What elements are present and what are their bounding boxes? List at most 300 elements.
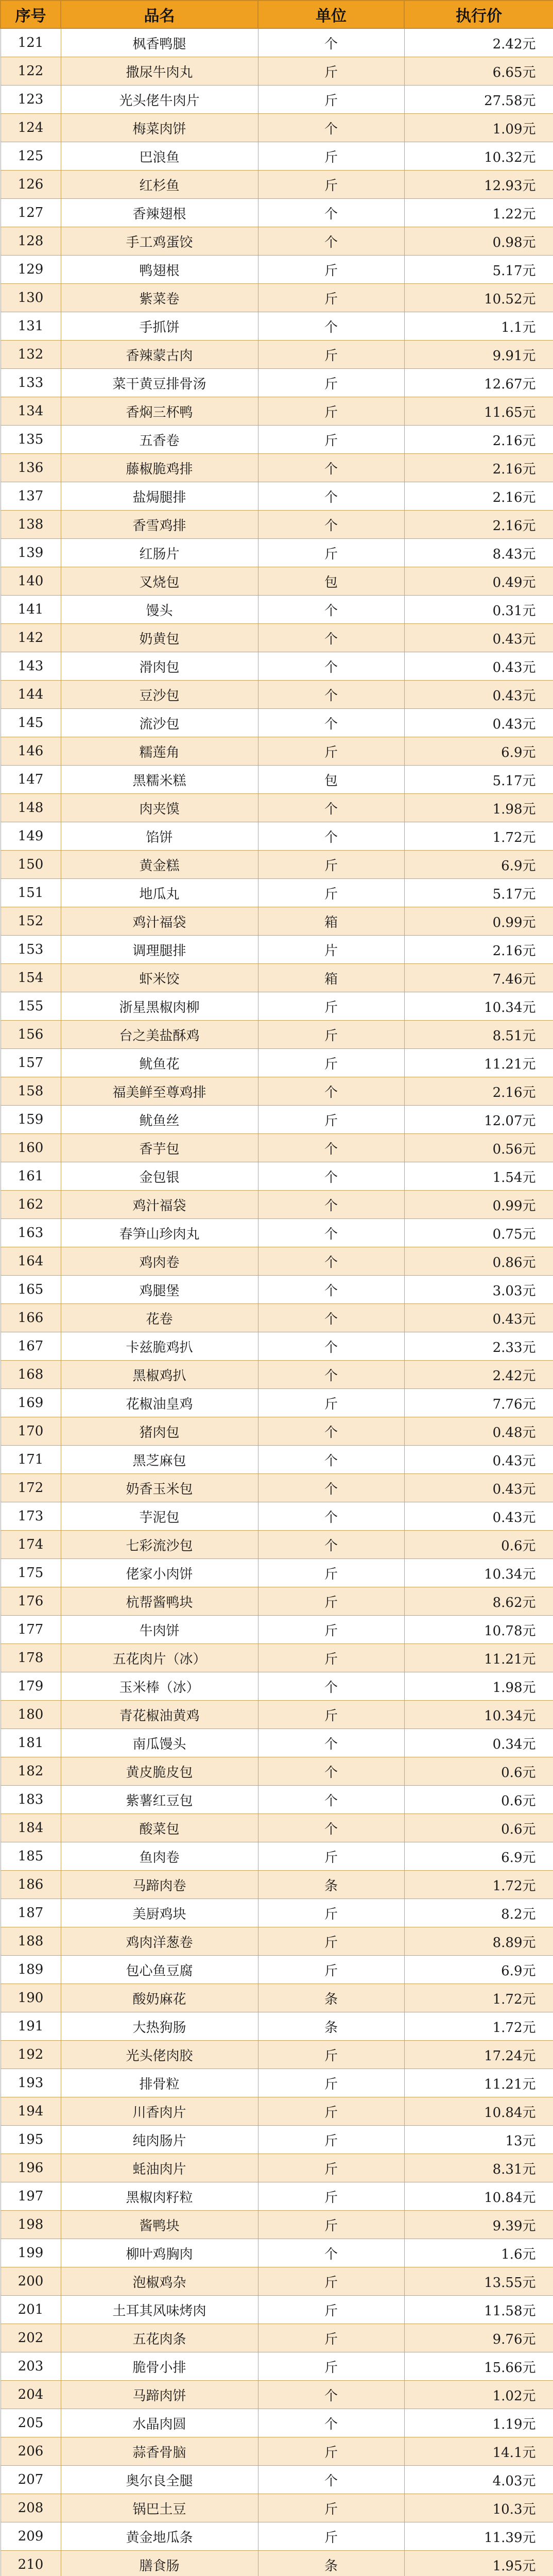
unit-cell: 斤 <box>258 1701 404 1729</box>
serial-number-cell: 152 <box>1 907 61 936</box>
price-cell: 0.43元 <box>404 1474 553 1502</box>
price-cell: 1.19元 <box>404 2409 553 2437</box>
serial-number-cell: 204 <box>1 2381 61 2409</box>
unit-cell: 斤 <box>258 1559 404 1587</box>
unit-cell: 斤 <box>258 2069 404 2097</box>
price-cell: 0.48元 <box>404 1417 553 1446</box>
unit-cell: 个 <box>258 652 404 681</box>
serial-number-cell: 136 <box>1 454 61 482</box>
product-name-cell: 鱿鱼丝 <box>61 1106 258 1134</box>
price-cell: 1.09元 <box>404 114 553 142</box>
price-cell: 11.21元 <box>404 1644 553 1672</box>
serial-number-cell: 148 <box>1 794 61 822</box>
unit-cell: 斤 <box>258 1927 404 1956</box>
product-name-cell: 柳叶鸡胸肉 <box>61 2239 258 2267</box>
table-row <box>1 2324 553 2352</box>
unit-cell: 个 <box>258 2239 404 2267</box>
price-cell: 2.42元 <box>404 28 553 57</box>
serial-number-cell: 153 <box>1 936 61 964</box>
serial-number-cell: 192 <box>1 2041 61 2069</box>
serial-number-cell: 157 <box>1 1049 61 1077</box>
serial-number-cell: 145 <box>1 709 61 737</box>
price-cell: 0.43元 <box>404 709 553 737</box>
product-name-cell: 盐焗腿排 <box>61 482 258 511</box>
table-row <box>1 511 553 539</box>
serial-number-cell: 122 <box>1 57 61 86</box>
table-row <box>1 397 553 426</box>
product-name-cell: 五花肉条 <box>61 2324 258 2352</box>
serial-number-cell: 123 <box>1 86 61 114</box>
price-cell: 2.16元 <box>404 511 553 539</box>
serial-number-cell: 165 <box>1 1276 61 1304</box>
price-cell: 1.95元 <box>404 2551 553 2576</box>
product-name-cell: 黑椒肉籽粒 <box>61 2182 258 2211</box>
table-row <box>1 1531 553 1559</box>
serial-number-cell: 201 <box>1 2296 61 2324</box>
price-cell: 0.6元 <box>404 1757 553 1786</box>
unit-cell: 斤 <box>258 142 404 171</box>
table-row <box>1 2182 553 2211</box>
product-name-cell: 金包银 <box>61 1162 258 1191</box>
unit-cell: 包 <box>258 766 404 794</box>
serial-number-cell: 132 <box>1 341 61 369</box>
product-name-cell: 撒尿牛肉丸 <box>61 57 258 86</box>
unit-cell: 个 <box>258 1446 404 1474</box>
serial-number-cell: 130 <box>1 284 61 312</box>
price-cell: 10.34元 <box>404 1559 553 1587</box>
price-cell: 11.65元 <box>404 397 553 426</box>
product-name-cell: 脆骨小排 <box>61 2352 258 2381</box>
product-name-cell: 台之美盐酥鸡 <box>61 1021 258 1049</box>
serial-number-cell: 202 <box>1 2324 61 2352</box>
table-row <box>1 964 553 992</box>
product-name-cell: 鸡腿堡 <box>61 1276 258 1304</box>
product-name-cell: 马蹄肉卷 <box>61 1871 258 1899</box>
table-row <box>1 482 553 511</box>
serial-number-cell: 166 <box>1 1304 61 1332</box>
price-cell: 13元 <box>404 2126 553 2154</box>
price-cell: 0.75元 <box>404 1219 553 1247</box>
unit-cell: 个 <box>258 1757 404 1786</box>
unit-cell: 个 <box>258 624 404 652</box>
serial-number-cell: 184 <box>1 1814 61 1842</box>
price-cell: 2.16元 <box>404 482 553 511</box>
price-cell: 11.39元 <box>404 2522 553 2551</box>
unit-cell: 个 <box>258 1502 404 1531</box>
unit-cell: 个 <box>258 482 404 511</box>
serial-number-cell: 191 <box>1 2012 61 2041</box>
serial-number-cell: 182 <box>1 1757 61 1786</box>
table-row <box>1 1162 553 1191</box>
price-cell: 15.66元 <box>404 2352 553 2381</box>
price-cell: 0.99元 <box>404 1191 553 1219</box>
product-name-cell: 红杉鱼 <box>61 171 258 199</box>
unit-cell: 斤 <box>258 2296 404 2324</box>
price-cell: 10.52元 <box>404 284 553 312</box>
price-cell: 8.2元 <box>404 1899 553 1927</box>
product-name-cell: 福美鲜至尊鸡排 <box>61 1077 258 1106</box>
table-row <box>1 1899 553 1927</box>
table-row <box>1 2409 553 2437</box>
price-cell: 1.72元 <box>404 1984 553 2012</box>
unit-cell: 个 <box>258 2381 404 2409</box>
price-cell: 0.6元 <box>404 1786 553 1814</box>
table-row <box>1 879 553 907</box>
unit-cell: 个 <box>258 1531 404 1559</box>
unit-cell: 个 <box>258 709 404 737</box>
unit-cell: 个 <box>258 28 404 57</box>
serial-number-cell: 162 <box>1 1191 61 1219</box>
serial-number-cell: 142 <box>1 624 61 652</box>
unit-cell: 个 <box>258 1786 404 1814</box>
unit-cell: 个 <box>258 1474 404 1502</box>
price-cell: 0.43元 <box>404 652 553 681</box>
product-name-cell: 紫菜卷 <box>61 284 258 312</box>
unit-cell: 斤 <box>258 256 404 284</box>
table-row <box>1 1191 553 1219</box>
table-row <box>1 2267 553 2296</box>
unit-cell: 个 <box>258 681 404 709</box>
unit-cell: 斤 <box>258 1389 404 1417</box>
table-row <box>1 57 553 86</box>
serial-number-cell: 174 <box>1 1531 61 1559</box>
table-row <box>1 312 553 341</box>
product-name-cell: 佬家小肉饼 <box>61 1559 258 1587</box>
product-name-cell: 藤椒脆鸡排 <box>61 454 258 482</box>
table-row <box>1 2069 553 2097</box>
table-row <box>1 652 553 681</box>
price-cell: 2.16元 <box>404 426 553 454</box>
unit-cell: 个 <box>258 454 404 482</box>
product-name-cell: 菜干黄豆排骨汤 <box>61 369 258 397</box>
unit-cell: 斤 <box>258 1956 404 1984</box>
table-row <box>1 822 553 851</box>
price-cell: 0.43元 <box>404 1304 553 1332</box>
product-name-cell: 川香肉片 <box>61 2097 258 2126</box>
serial-number-cell: 124 <box>1 114 61 142</box>
unit-cell: 条 <box>258 2012 404 2041</box>
price-cell: 8.89元 <box>404 1927 553 1956</box>
table-row <box>1 284 553 312</box>
serial-number-cell: 172 <box>1 1474 61 1502</box>
serial-number-cell: 200 <box>1 2267 61 2296</box>
product-name-cell: 土耳其风味烤肉 <box>61 2296 258 2324</box>
unit-cell: 斤 <box>258 284 404 312</box>
table-row <box>1 2041 553 2069</box>
price-cell: 5.17元 <box>404 256 553 284</box>
unit-cell: 斤 <box>258 2352 404 2381</box>
table-row <box>1 907 553 936</box>
unit-cell: 斤 <box>258 1644 404 1672</box>
table-row <box>1 2296 553 2324</box>
price-cell: 10.34元 <box>404 992 553 1021</box>
product-name-cell: 鸡肉洋葱卷 <box>61 1927 258 1956</box>
table-row <box>1 2352 553 2381</box>
serial-number-cell: 125 <box>1 142 61 171</box>
product-name-cell: 香辣蒙古肉 <box>61 341 258 369</box>
serial-number-cell: 140 <box>1 567 61 596</box>
unit-cell: 斤 <box>258 2041 404 2069</box>
price-cell: 17.24元 <box>404 2041 553 2069</box>
product-name-cell: 浙星黑椒肉柳 <box>61 992 258 1021</box>
price-cell: 0.49元 <box>404 567 553 596</box>
product-name-cell: 手工鸡蛋饺 <box>61 227 258 256</box>
serial-number-cell: 144 <box>1 681 61 709</box>
serial-number-cell: 207 <box>1 2466 61 2494</box>
table-row <box>1 2211 553 2239</box>
table-row <box>1 86 553 114</box>
product-name-cell: 香芋包 <box>61 1134 258 1162</box>
table-row <box>1 681 553 709</box>
product-name-cell: 猪肉包 <box>61 1417 258 1446</box>
table-row <box>1 341 553 369</box>
price-cell: 6.65元 <box>404 57 553 86</box>
price-cell: 2.16元 <box>404 454 553 482</box>
product-name-cell: 芋泥包 <box>61 1502 258 1531</box>
product-name-cell: 黄金地瓜条 <box>61 2522 258 2551</box>
unit-cell: 斤 <box>258 2437 404 2466</box>
table-row <box>1 1984 553 2012</box>
serial-number-cell: 196 <box>1 2154 61 2182</box>
table-row <box>1 766 553 794</box>
table-row <box>1 2437 553 2466</box>
product-name-cell: 鸭翅根 <box>61 256 258 284</box>
price-cell: 1.72元 <box>404 822 553 851</box>
unit-cell: 个 <box>258 511 404 539</box>
table-row <box>1 1729 553 1757</box>
serial-number-cell: 195 <box>1 2126 61 2154</box>
price-cell: 0.86元 <box>404 1247 553 1276</box>
unit-cell: 个 <box>258 1247 404 1276</box>
serial-number-cell: 139 <box>1 539 61 567</box>
table-row <box>1 1616 553 1644</box>
table-row <box>1 1757 553 1786</box>
product-name-cell: 鸡汁福袋 <box>61 907 258 936</box>
table-row <box>1 936 553 964</box>
header-product-name: 品名 <box>61 1 258 28</box>
serial-number-cell: 154 <box>1 964 61 992</box>
table-row <box>1 2126 553 2154</box>
table-row <box>1 369 553 397</box>
unit-cell: 个 <box>258 1672 404 1701</box>
product-name-cell: 奶黄包 <box>61 624 258 652</box>
price-cell: 8.51元 <box>404 1021 553 1049</box>
product-name-cell: 花卷 <box>61 1304 258 1332</box>
price-cell: 12.07元 <box>404 1106 553 1134</box>
price-cell: 7.46元 <box>404 964 553 992</box>
price-cell: 10.3元 <box>404 2494 553 2522</box>
serial-number-cell: 208 <box>1 2494 61 2522</box>
header-price: 执行价 <box>404 1 553 28</box>
serial-number-cell: 189 <box>1 1956 61 1984</box>
serial-number-cell: 205 <box>1 2409 61 2437</box>
product-name-cell: 包心鱼豆腐 <box>61 1956 258 1984</box>
serial-number-cell: 170 <box>1 1417 61 1446</box>
unit-cell: 斤 <box>258 1587 404 1616</box>
table-row <box>1 1247 553 1276</box>
serial-number-cell: 197 <box>1 2182 61 2211</box>
product-name-cell: 黄皮脆皮包 <box>61 1757 258 1786</box>
unit-cell: 斤 <box>258 2267 404 2296</box>
product-name-cell: 巴浪鱼 <box>61 142 258 171</box>
product-name-cell: 鱼肉卷 <box>61 1842 258 1871</box>
table-body <box>1 28 553 2576</box>
table-row <box>1 794 553 822</box>
serial-number-cell: 179 <box>1 1672 61 1701</box>
price-cell: 7.76元 <box>404 1389 553 1417</box>
serial-number-cell: 158 <box>1 1077 61 1106</box>
serial-number-cell: 169 <box>1 1389 61 1417</box>
price-cell: 0.6元 <box>404 1531 553 1559</box>
header-row <box>1 1 553 28</box>
table-row <box>1 1106 553 1134</box>
price-cell: 1.22元 <box>404 199 553 227</box>
table-row <box>1 1219 553 1247</box>
product-name-cell: 玉米棒（冰） <box>61 1672 258 1701</box>
serial-number-cell: 210 <box>1 2551 61 2576</box>
table-row <box>1 1474 553 1502</box>
serial-number-cell: 194 <box>1 2097 61 2126</box>
serial-number-cell: 185 <box>1 1842 61 1871</box>
table-row <box>1 28 553 57</box>
table-row <box>1 1077 553 1106</box>
unit-cell: 片 <box>258 936 404 964</box>
serial-number-cell: 138 <box>1 511 61 539</box>
price-cell: 12.93元 <box>404 171 553 199</box>
table-row <box>1 1134 553 1162</box>
unit-cell: 斤 <box>258 2097 404 2126</box>
unit-cell: 个 <box>258 1276 404 1304</box>
serial-number-cell: 146 <box>1 737 61 766</box>
price-cell: 8.31元 <box>404 2154 553 2182</box>
product-name-cell: 红肠片 <box>61 539 258 567</box>
serial-number-cell: 133 <box>1 369 61 397</box>
price-cell: 1.72元 <box>404 1871 553 1899</box>
product-name-cell: 豆沙包 <box>61 681 258 709</box>
product-name-cell: 糯莲角 <box>61 737 258 766</box>
table-row <box>1 1644 553 1672</box>
unit-cell: 斤 <box>258 851 404 879</box>
product-name-cell: 黑糯米糕 <box>61 766 258 794</box>
product-name-cell: 蒜香骨脑 <box>61 2437 258 2466</box>
price-cell: 9.39元 <box>404 2211 553 2239</box>
unit-cell: 斤 <box>258 879 404 907</box>
serial-number-cell: 167 <box>1 1332 61 1361</box>
table-row <box>1 1276 553 1304</box>
unit-cell: 个 <box>258 1361 404 1389</box>
unit-cell: 斤 <box>258 2522 404 2551</box>
price-cell: 5.17元 <box>404 879 553 907</box>
price-cell: 10.84元 <box>404 2182 553 2211</box>
price-cell: 11.21元 <box>404 2069 553 2097</box>
serial-number-cell: 143 <box>1 652 61 681</box>
serial-number-cell: 141 <box>1 596 61 624</box>
unit-cell: 斤 <box>258 539 404 567</box>
product-name-cell: 酸菜包 <box>61 1814 258 1842</box>
table-row <box>1 1587 553 1616</box>
table-row <box>1 199 553 227</box>
price-cell: 0.43元 <box>404 681 553 709</box>
product-name-cell: 地瓜丸 <box>61 879 258 907</box>
product-name-cell: 滑肉包 <box>61 652 258 681</box>
table-row <box>1 171 553 199</box>
price-cell: 8.43元 <box>404 539 553 567</box>
price-cell: 3.03元 <box>404 1276 553 1304</box>
product-name-cell: 五香卷 <box>61 426 258 454</box>
serial-number-cell: 151 <box>1 879 61 907</box>
unit-cell: 个 <box>258 794 404 822</box>
table-row <box>1 1417 553 1446</box>
serial-number-cell: 121 <box>1 28 61 57</box>
unit-cell: 个 <box>258 1191 404 1219</box>
table-row <box>1 1332 553 1361</box>
table-row <box>1 227 553 256</box>
table-row <box>1 1049 553 1077</box>
serial-number-cell: 159 <box>1 1106 61 1134</box>
unit-cell: 斤 <box>258 2182 404 2211</box>
serial-number-cell: 176 <box>1 1587 61 1616</box>
product-name-cell: 奥尔良全腿 <box>61 2466 258 2494</box>
price-cell: 1.72元 <box>404 2012 553 2041</box>
price-cell: 1.1元 <box>404 312 553 341</box>
unit-cell: 斤 <box>258 1049 404 1077</box>
table-row <box>1 2239 553 2267</box>
price-cell: 10.34元 <box>404 1701 553 1729</box>
unit-cell: 包 <box>258 567 404 596</box>
unit-cell: 个 <box>258 2466 404 2494</box>
product-name-cell: 香雪鸡排 <box>61 511 258 539</box>
table-row <box>1 454 553 482</box>
price-cell: 10.32元 <box>404 142 553 171</box>
price-cell: 0.31元 <box>404 596 553 624</box>
serial-number-cell: 186 <box>1 1871 61 1899</box>
price-cell: 0.6元 <box>404 1814 553 1842</box>
product-name-cell: 紫薯红豆包 <box>61 1786 258 1814</box>
table-row <box>1 426 553 454</box>
product-name-cell: 南瓜馒头 <box>61 1729 258 1757</box>
product-name-cell: 手抓饼 <box>61 312 258 341</box>
serial-number-cell: 198 <box>1 2211 61 2239</box>
price-cell: 11.58元 <box>404 2296 553 2324</box>
serial-number-cell: 199 <box>1 2239 61 2267</box>
price-cell: 2.16元 <box>404 936 553 964</box>
unit-cell: 个 <box>258 1077 404 1106</box>
price-cell: 2.16元 <box>404 1077 553 1106</box>
table-row <box>1 1927 553 1956</box>
product-name-cell: 鱿鱼花 <box>61 1049 258 1077</box>
table-row <box>1 256 553 284</box>
header-serial-number: 序号 <box>1 1 61 28</box>
table-row <box>1 539 553 567</box>
price-cell: 1.98元 <box>404 1672 553 1701</box>
product-name-cell: 锅巴土豆 <box>61 2494 258 2522</box>
unit-cell: 斤 <box>258 2324 404 2352</box>
unit-cell: 个 <box>258 1134 404 1162</box>
unit-cell: 个 <box>258 312 404 341</box>
unit-cell: 斤 <box>258 426 404 454</box>
unit-cell: 个 <box>258 1814 404 1842</box>
product-name-cell: 鸡肉卷 <box>61 1247 258 1276</box>
price-cell: 2.42元 <box>404 1361 553 1389</box>
product-name-cell: 五花肉片（冰） <box>61 1644 258 1672</box>
table-row <box>1 992 553 1021</box>
product-name-cell: 奶香玉米包 <box>61 1474 258 1502</box>
unit-cell: 斤 <box>258 2154 404 2182</box>
price-cell: 1.6元 <box>404 2239 553 2267</box>
serial-number-cell: 206 <box>1 2437 61 2466</box>
price-cell: 10.84元 <box>404 2097 553 2126</box>
serial-number-cell: 177 <box>1 1616 61 1644</box>
